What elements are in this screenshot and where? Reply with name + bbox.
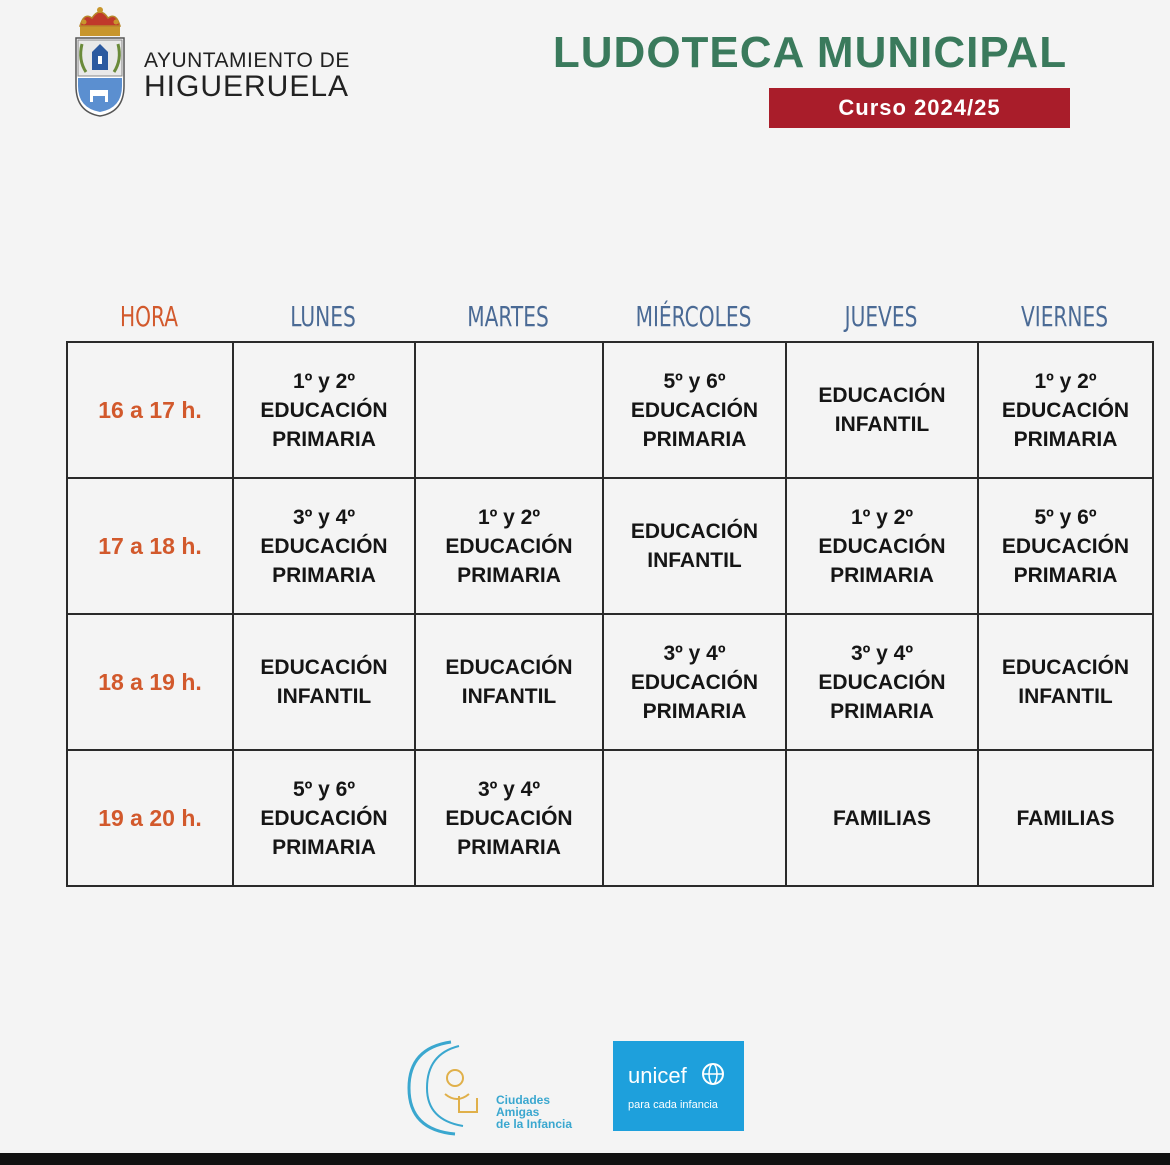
schedule-cell (603, 750, 786, 886)
schedule-cell (786, 614, 978, 750)
cell-text: EDUCACIÓN INFANTIL (630, 520, 759, 572)
unicef-tagline: para cada infancia (628, 1099, 718, 1111)
schedule-cell (603, 478, 786, 614)
schedule-cell (786, 478, 978, 614)
unicef-logo (613, 1041, 744, 1131)
schedule-cell (978, 478, 1153, 614)
column-header-viernes: VIERNES (1020, 300, 1109, 333)
ciudades-line2: Amigas (496, 1105, 540, 1119)
cell-text: 1º y 2º EDUCACIÓN PRIMARIA (260, 369, 388, 451)
column-header-hora: HORA (119, 300, 179, 333)
municipality-name (144, 50, 350, 102)
cell-text: EDUCACIÓN INFANTIL (260, 656, 388, 708)
schedule-cell (415, 342, 603, 478)
schedule-cell (978, 342, 1153, 478)
schedule-cell (978, 750, 1153, 886)
time-slot: 16 a 17 h. (67, 342, 233, 478)
cell-text: 3º y 4º EDUCACIÓN PRIMARIA (630, 641, 759, 723)
column-header-martes: MARTES (467, 300, 549, 333)
schedule-cell (786, 342, 978, 478)
column-header-miercoles: MIÉRCOLES (635, 300, 752, 333)
column-header-jueves: JUEVES (844, 300, 918, 333)
unicef-name: unicef (628, 1063, 687, 1088)
course-badge: Curso 2024/25 (769, 88, 1070, 128)
cell-text: 3º y 4º EDUCACIÓN PRIMARIA (260, 505, 388, 587)
time-slot: 17 a 18 h. (67, 478, 233, 614)
schedule-cell (233, 342, 415, 478)
bottom-bar (0, 1153, 1170, 1165)
schedule-cell (978, 614, 1153, 750)
table-row (67, 342, 1153, 478)
schedule-cell (233, 614, 415, 750)
cell-text: FAMILIAS (1016, 806, 1115, 830)
time-slot: 19 a 20 h. (67, 750, 233, 886)
schedule-cell (233, 750, 415, 886)
table-row (67, 614, 1153, 750)
schedule-cell (786, 750, 978, 886)
cell-text: EDUCACIÓN INFANTIL (445, 656, 573, 708)
cell-text: 1º y 2º EDUCACIÓN PRIMARIA (1001, 369, 1130, 451)
ciudades-line1: Ciudades (496, 1093, 551, 1107)
schedule-cell (415, 478, 603, 614)
ciudades-line3: de la Infancia (496, 1117, 573, 1131)
cell-text: 3º y 4º EDUCACIÓN PRIMARIA (445, 777, 573, 859)
schedule-cell (603, 342, 786, 478)
municipality-line2: HIGUERUELA (144, 70, 350, 103)
schedule-cell (415, 750, 603, 886)
schedule-cell (603, 614, 786, 750)
table-row (67, 750, 1153, 886)
cell-text: 5º y 6º EDUCACIÓN PRIMARIA (260, 777, 388, 859)
page-title: LUDOTECA MUNICIPAL (552, 28, 1068, 77)
ciudades-amigas-text (496, 1094, 572, 1130)
schedule-table (66, 341, 1154, 887)
cell-text: 5º y 6º EDUCACIÓN PRIMARIA (1001, 505, 1130, 587)
globe-icon (700, 1061, 726, 1087)
cell-text: 1º y 2º EDUCACIÓN PRIMARIA (818, 505, 946, 587)
cell-text: EDUCACIÓN INFANTIL (818, 384, 946, 436)
municipality-line1: AYUNTAMIENTO DE (144, 49, 350, 72)
cell-text: 3º y 4º EDUCACIÓN PRIMARIA (818, 641, 946, 723)
municipal-crest-icon (70, 4, 130, 118)
schedule-cell (415, 614, 603, 750)
cell-text: FAMILIAS (833, 806, 931, 830)
cell-text: 1º y 2º EDUCACIÓN PRIMARIA (445, 505, 573, 587)
cell-text: 5º y 6º EDUCACIÓN PRIMARIA (630, 369, 759, 451)
table-row (67, 478, 1153, 614)
cell-text: EDUCACIÓN INFANTIL (1001, 656, 1130, 708)
time-slot: 18 a 19 h. (67, 614, 233, 750)
column-header-lunes: LUNES (290, 300, 356, 333)
schedule-cell (233, 478, 415, 614)
